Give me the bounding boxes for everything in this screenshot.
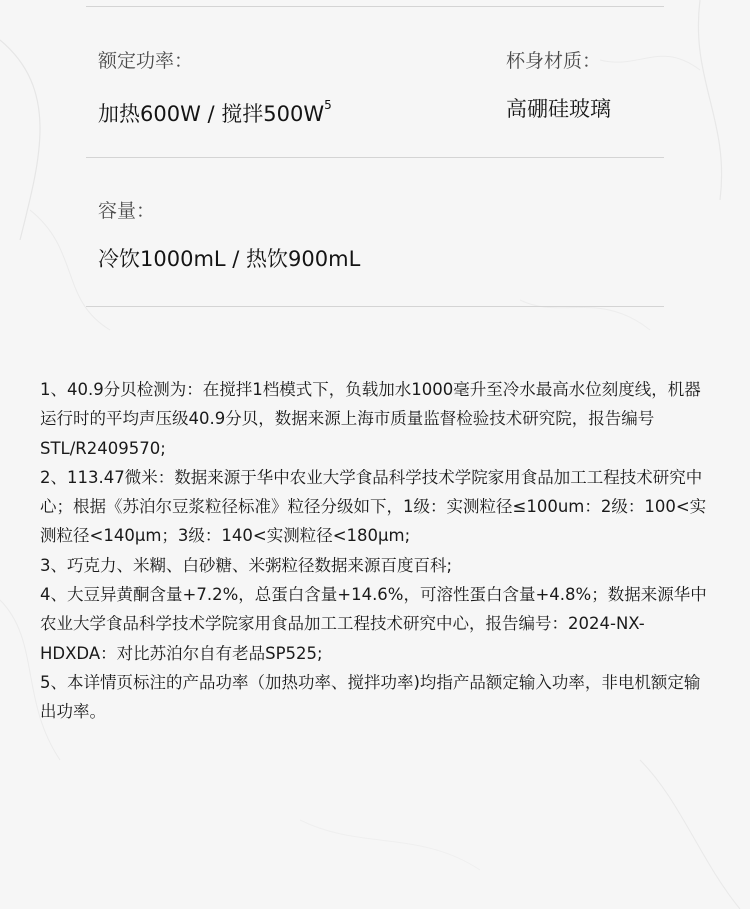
spec-label: 杯身材质： xyxy=(506,50,602,72)
footnote-1: 1、40.9分贝检测为：在搅拌1档模式下，负载加水1000毫升至冷水最高水位刻度线，机器运行时的平均声压级40.9分贝，数据来源上海市质量监督检验技术研究院，报告编号STL/R2409570; xyxy=(40,380,701,458)
footnote-2: 2、113.47微米：数据来源于华中农业大学食品科学技术学院家用食品加工工程技术研究中心；根据《苏泊尔豆浆粒径标准》粒径分级如下，1级：实测粒径≤100um：2级：100<实测粒径<140μm；3级：140<实测粒径<180μm; xyxy=(40,467,707,546)
footnote-marker: 5 xyxy=(324,98,332,112)
spec-value xyxy=(98,96,332,127)
footnote-4: 4、大豆异黄酮含量+7.2%，总蛋白含量+14.6%，可溶性蛋白含量+4.8%；数据来源华中农业大学食品科学技术学院家用食品加工工程技术研究中心，报告编号：2024-NX-HDXDA：对比苏泊尔自有老品SP525; xyxy=(40,585,707,663)
spec-cup-material xyxy=(506,50,611,122)
spec-label: 容量： xyxy=(98,200,156,222)
footnotes xyxy=(40,375,712,727)
divider-top xyxy=(86,6,664,7)
spec-value: 冷饮1000mL / 热饮900mL xyxy=(98,247,361,271)
spec-capacity xyxy=(98,200,360,272)
spec-rated-power xyxy=(98,50,332,127)
spec-label: 额定功率： xyxy=(98,50,194,72)
footnote-5: 5、本详情页标注的产品功率（加热功率、搅拌功率)均指产品额定输入功率，非电机额定输出功率。 xyxy=(40,672,701,722)
spec-value-text: 加热600W / 搅拌500W xyxy=(98,102,325,126)
footnote-3: 3、巧克力、米糊、白砂糖、米粥粒径数据来源百度百科; xyxy=(40,555,453,575)
divider-bottom xyxy=(86,306,664,307)
divider-middle xyxy=(86,157,664,158)
spec-value: 高硼硅玻璃 xyxy=(506,97,611,121)
